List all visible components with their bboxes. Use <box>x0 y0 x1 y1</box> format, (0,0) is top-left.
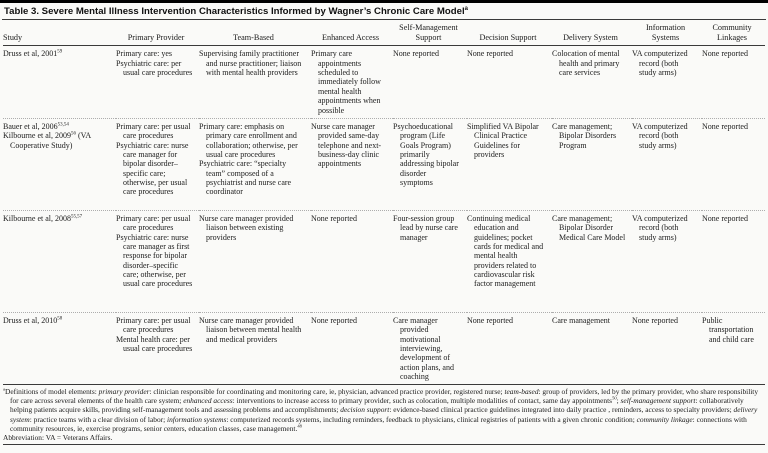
table-cell <box>702 312 765 384</box>
table-cell <box>3 312 116 384</box>
cell-paragraph: Nurse care manager provided same-day telephone and next-business-day clinic appointments <box>311 121 382 169</box>
table-title-text: Table 3. Severe Mental Illness Intervention Characteristics Informed by Wagner’s Chronic Care Model <box>4 6 465 17</box>
table-cell <box>393 210 467 312</box>
table-cell <box>3 210 116 312</box>
table-cell <box>311 118 393 210</box>
table-cell <box>116 210 199 312</box>
table-cell <box>116 118 199 210</box>
table-cell <box>311 312 393 384</box>
cell-paragraph: Psychoeducational program (Life Goals Program) primarily addressing bipolar disorder symptoms <box>393 121 459 188</box>
intervention-characteristics-table <box>3 20 765 384</box>
table-cell <box>552 312 632 384</box>
cell-paragraph: Mental health care: per usual care procedures <box>116 334 193 353</box>
cell-paragraph: Primary care: yes <box>116 49 172 59</box>
cell-paragraph: Psychiatric care: nurse care manager for bipolar disorder–specific care; otherwise, per usual care procedures <box>116 140 189 197</box>
cell-paragraph: VA computerized record (both study arms) <box>632 121 688 150</box>
cell-paragraph: Colocation of mental health and primary care services <box>552 49 620 78</box>
column-header-self-management-support: Self-Management Support <box>393 20 467 46</box>
cell-paragraph: Care management; Bipolar Disorders Program <box>552 121 617 150</box>
column-header-decision-support: Decision Support <box>467 20 552 46</box>
cell-paragraph: Four-session group lead by nurse care manager <box>393 213 458 242</box>
table-cell <box>702 210 765 312</box>
cell-paragraph: VA computerized record (both study arms) <box>632 213 688 242</box>
table-cell <box>632 312 702 384</box>
cell-paragraph: Primary care: per usual care procedures <box>116 121 191 141</box>
table-cell <box>116 312 199 384</box>
cell-paragraph: Primary care: emphasis on primary care enrollment and collaboration; otherwise, per usual care procedures <box>199 121 298 159</box>
cell-paragraph: Primary care: per usual care procedures <box>116 315 191 335</box>
cell-paragraph: None reported <box>702 121 748 131</box>
cell-paragraph: Psychiatric care: “specialty team” composed of a psychiatrist and nurse care coordinator <box>199 159 292 197</box>
cell-paragraph: Primary care: per usual care procedures <box>116 213 191 233</box>
table-title <box>0 3 768 19</box>
table-cell <box>199 118 311 210</box>
table-cell <box>393 118 467 210</box>
column-header-enhanced-access: Enhanced Access <box>311 20 393 46</box>
cell-paragraph: None reported <box>467 315 513 325</box>
table-cell <box>467 210 552 312</box>
table-row <box>3 210 765 312</box>
table-cell <box>3 46 116 119</box>
cell-paragraph: None reported <box>467 49 513 59</box>
cell-paragraph: Kilbourne et al, 2009$^{56}$ (VA Cooperative Study) <box>3 131 91 150</box>
cell-paragraph: Druss et al, 2010$^{58}$ <box>3 315 63 325</box>
table-cell <box>552 46 632 119</box>
table-cell <box>702 118 765 210</box>
cell-paragraph: Public transportation and child care <box>702 315 754 344</box>
cell-paragraph: None reported <box>702 49 748 59</box>
column-header-community-linkages: Community Linkages <box>702 20 765 46</box>
cell-paragraph: None reported <box>702 213 748 223</box>
table-cell <box>311 210 393 312</box>
column-header-information-systems: Information Systems <box>632 20 702 46</box>
cell-paragraph: None reported <box>393 49 439 59</box>
cell-paragraph: Primary care appointments scheduled to immediately follow mental health appointments when possible <box>311 49 381 115</box>
cell-paragraph: Druss et al, 2001$^{59}$ <box>3 49 63 59</box>
table-cell <box>632 46 702 119</box>
cell-paragraph: Bauer et al, 2006$^{53,54}$ <box>3 121 69 131</box>
footnote-definitions: $^a$Definitions of model elements: primary provider: clinician responsible for coordinating and monitoring care, ie, physician, advanced practice provider, registered nurse; team-based: group of providers, led by the primary provider, who share responsibility for care across several elements of the health care system; enhanced access: interventions to increase access to primary provider, such as colocation, multiple modalities of contact, same day appointments$^{50}$; self-management support: collaboratively helping patients acquire skills, providing self-management tools and assessing problems and accomplishments; decision support: evidence-based clinical practice guidelines integrated into daily practice , reminders, access to specialty providers; delivery system: practice teams with a clear division of labor; information systems: computerized records systems, including reminders, feedback to physicians, clinical registries of patients with a given chronic condition; community linkage: connections with community resources, ie, exercise programs, senior centers, education classes, case management.$^{48}$ <box>3 386 759 433</box>
table-cell <box>116 46 199 119</box>
cell-paragraph: Continuing medical education and guidelines; pocket cards for medical and mental health providers related to cardiovascular risk factor management <box>467 213 544 289</box>
cell-paragraph: Nurse care manager provided liaison between mental health and medical providers <box>199 315 302 344</box>
table-cell <box>393 46 467 119</box>
table-cell <box>467 312 552 384</box>
cell-paragraph: Kilbourne et al, 2008$^{55,57}$ <box>3 213 83 223</box>
table-cell <box>3 118 116 210</box>
cell-paragraph: VA computerized record (both study arms) <box>632 49 688 78</box>
cell-paragraph: Psychiatric care: per usual care procedures <box>116 58 193 78</box>
column-header-delivery-system: Delivery System <box>552 20 632 46</box>
table-cell <box>552 118 632 210</box>
cell-paragraph: Care management; Bipolar Disorder Medical Care Model <box>552 213 626 242</box>
cell-paragraph: None reported <box>311 213 357 223</box>
table-row <box>3 118 765 210</box>
cell-paragraph: Care management <box>552 315 610 325</box>
table-cell <box>311 46 393 119</box>
table-cell <box>702 46 765 119</box>
cell-paragraph: Psychiatric care: nurse care manager as first response for bipolar disorder–specific care; otherwise, per usual care procedures <box>116 232 193 289</box>
table-cell <box>632 118 702 210</box>
table-cell <box>199 210 311 312</box>
cell-paragraph: Nurse care manager provided liaison between existing providers <box>199 213 294 242</box>
table-cell <box>199 312 311 384</box>
table-cell <box>632 210 702 312</box>
footnote-abbreviation: Abbreviation: VA = Veterans Affairs. <box>3 432 113 442</box>
table-cell <box>393 312 467 384</box>
column-header-team-based: Team-Based <box>199 20 311 46</box>
header-row <box>3 20 765 46</box>
cell-paragraph: None reported <box>311 315 357 325</box>
table-title-footnote-marker: a <box>464 5 468 12</box>
table-row <box>3 312 765 384</box>
table-footnotes <box>3 384 765 444</box>
table-cell <box>199 46 311 119</box>
table-cell <box>467 46 552 119</box>
table-cell <box>552 210 632 312</box>
table-body <box>3 46 765 385</box>
table-cell <box>467 118 552 210</box>
cell-paragraph: Care manager provided motivational interviewing, development of action plans, and coaching <box>393 315 454 382</box>
column-header-primary-provider: Primary Provider <box>116 20 199 46</box>
cell-paragraph: Supervising family practitioner and nurse practitioner; liaison with mental health providers <box>199 49 302 78</box>
table-row <box>3 46 765 119</box>
column-header-study: Study <box>3 20 116 46</box>
cell-paragraph: Simplified VA Bipolar Clinical Practice Guidelines for providers <box>467 121 539 159</box>
table-header <box>3 20 765 46</box>
cell-paragraph: None reported <box>632 315 678 325</box>
